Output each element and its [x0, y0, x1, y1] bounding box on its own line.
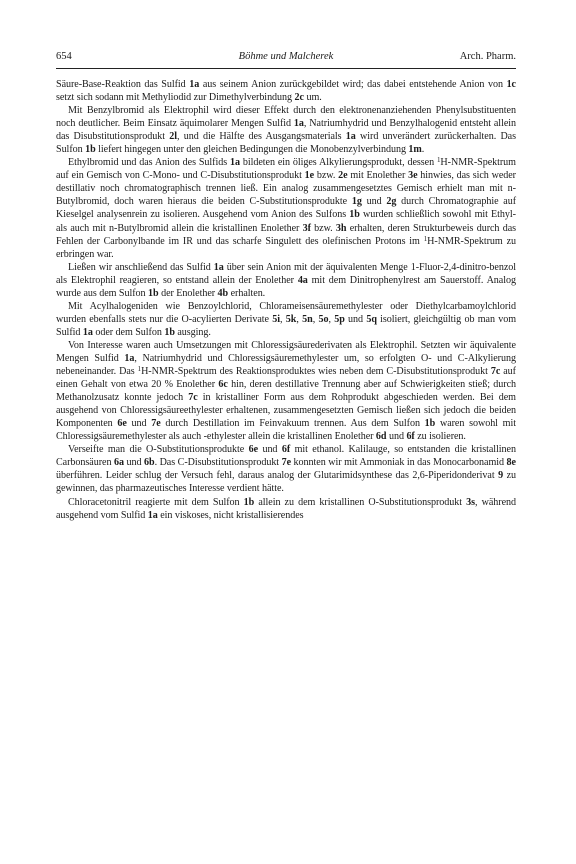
compound-number: 1a	[189, 79, 200, 90]
text-run: wird unverändert zurückerhalten. Das Sulfon	[56, 131, 516, 156]
compound-number: 1c	[506, 79, 516, 90]
superscript: 1	[436, 156, 441, 165]
paragraph	[56, 496, 516, 522]
compound-number: 1a	[229, 157, 240, 169]
compound-number: 2g	[386, 196, 397, 208]
compound-number: 1a	[147, 509, 158, 521]
text-run: oder dem Sulfon	[92, 326, 165, 338]
text-run: zu isolieren.	[414, 431, 466, 443]
text-run: und	[123, 457, 145, 469]
compound-number: 1b	[424, 418, 436, 430]
text-run: und	[344, 313, 367, 325]
text-run: ,	[312, 313, 319, 325]
text-run: Mit Benzylbromid als Elektrophil wird dieser Effekt durch den elektronenanziehenden Phenylsubstituenten noch deutlicher. Beim Einsatz äquimolarer Mengen Sulfid	[56, 105, 516, 130]
compound-number: 1a	[345, 131, 356, 143]
paragraph	[56, 300, 516, 339]
compound-number: 5o	[318, 313, 329, 325]
compound-number: 6a	[113, 457, 124, 469]
paragraph	[56, 443, 516, 495]
text-run: und	[386, 431, 407, 443]
header-rule	[56, 68, 516, 69]
text-run: überführen. Leider schlug der Versuch fehl, daraus analog der Glutarimidsynthese das 2,6-Piperidonderivat	[56, 470, 499, 482]
running-header-journal: Arch. Pharm.	[459, 51, 516, 62]
compound-number: 6c	[218, 379, 228, 391]
superscript: 1	[423, 234, 428, 243]
compound-number: 7c	[188, 392, 198, 404]
text-run: isoliert, gleichgültig ob man vom Sulfid	[56, 313, 517, 338]
text-run: Säure-Base-Reaktion das Sulfid	[56, 79, 190, 90]
text-run: wurden schließlich sowohl mit Ethyl- als auch mit n-Butylbromid allein die kristallinen Enolether	[56, 209, 516, 234]
compound-number: 3e	[408, 170, 418, 182]
text-run: , während ausgehend vom Sulfid	[56, 496, 516, 521]
text-run: und	[361, 196, 387, 208]
compound-number: 7e	[281, 457, 292, 469]
text-run: .	[421, 144, 425, 156]
compound-number: 1g	[351, 196, 362, 208]
text-run: der Enolether	[158, 287, 218, 299]
compound-number: 3h	[335, 222, 347, 234]
compound-number: 1b	[243, 496, 255, 508]
compound-number: 4a	[297, 274, 308, 286]
text-run: Von Interesse waren auch Umsetzungen mit Chloressigsäurederivaten als Elektrophil. Setzten wir äquivalente Mengen Sulfid	[56, 339, 516, 364]
paragraph	[56, 78, 516, 104]
text-run: liefert hingegen unter den gleichen Bedingungen die Monobenzylverbindung	[95, 144, 409, 156]
body-text	[56, 78, 516, 522]
running-header-authors: Böhme und Malcherek	[238, 51, 334, 62]
compound-number: 7c	[490, 366, 501, 378]
compound-number: 1b	[349, 209, 360, 221]
compound-number: 5k	[285, 313, 297, 325]
paragraph	[56, 339, 516, 443]
paragraph	[56, 104, 516, 156]
text-run: ,	[328, 313, 335, 325]
compound-number: 6d	[375, 431, 387, 443]
page-number: 654	[56, 51, 72, 62]
text-run: über sein Anion mit der äquivalenten Menge 1-Fluor-2,4-dinitro-benzol als Elektrophil reagieren, so entstand allein der Enolether	[56, 261, 517, 286]
text-run: durch Chromatographie auf Kieselgel analysenrein zu isolieren. Ausgehend vom Anion des Sulfons	[56, 196, 517, 221]
text-run: hinwies, das sich weder destillativ noch chromatographisch trennen ließ. Ein analog zusammengesetztes Gemisch erhielt man mit n-Butylbromid, doch waren hieraus die beiden C-Substitutionsprodukte	[56, 170, 516, 208]
compound-number: 3f	[302, 222, 311, 234]
text-run: bzw.	[310, 222, 336, 234]
text-run: H-NMR-Spektrum des Reaktionsproduktes wies neben dem C-Disubstitutionsprodukt	[141, 366, 491, 378]
compound-number: 5i	[272, 313, 281, 325]
text-run: H-NMR-Spektrum zu erbringen war.	[56, 235, 516, 260]
text-run: ausging.	[174, 326, 211, 338]
text-run: , Natriumhydrid und Benzylhalogenid entsteht allein das Disubstitutionsprodukt	[56, 118, 517, 143]
compound-number: 1e	[304, 170, 315, 182]
text-run: Chloracetonitril reagierte mit dem Sulfon	[68, 496, 244, 508]
compound-number: 3s	[466, 496, 476, 508]
compound-number: 5p	[334, 313, 345, 325]
compound-number: 6f	[281, 444, 291, 456]
text-run: mit ethanol. Kalilauge, so entstanden die kristallinen Carbonsäuren	[56, 444, 516, 469]
compound-number: 1m	[408, 144, 422, 156]
text-run: hin, deren destillative Trennung aber auf Schwierigkeiten stieß; durch Methanolzusatz konnte jedoch	[56, 379, 516, 404]
text-run: waren sowohl mit Chloressigsäuremethylester als auch -ethylester allein die kristallinen Enolether	[56, 418, 516, 443]
text-run: aus seinem Anion zurückgebildet wird; das dabei entstehende Anion von	[199, 79, 507, 90]
compound-number: 5n	[302, 313, 313, 325]
text-run: bzw.	[314, 170, 339, 182]
compound-number: 1a	[213, 261, 224, 273]
text-run: Ließen wir anschließend das Sulfid	[68, 261, 214, 273]
text-run: durch Destillation im Feinvakuum trennen. Aus dem Sulfon	[160, 418, 425, 430]
compound-number: 2e	[338, 170, 348, 182]
compound-number: 1a	[293, 118, 304, 130]
compound-number: 8e	[506, 457, 516, 469]
text-run: ,	[280, 313, 286, 325]
paragraph	[56, 261, 516, 300]
compound-number: 2c	[294, 92, 304, 104]
compound-number: 1b	[164, 326, 175, 338]
text-run: Ethylbromid und das Anion des Sulfids	[68, 157, 230, 169]
compound-number: 6b	[144, 457, 155, 469]
compound-number: 9	[498, 470, 504, 482]
text-run: bildeten ein öliges Alkylierungsprodukt, dessen	[239, 157, 437, 169]
text-run: . Das C-Disubstitutionsprodukt	[154, 457, 282, 469]
text-run: ein viskoses, nicht kristallisierendes	[157, 509, 304, 521]
text-run: , Natriumhydrid und Chloressigsäuremethylester um, so erfolgten O- und C-Alkylierung nebeneinander. Das	[56, 352, 516, 378]
text-run: ,	[296, 313, 303, 325]
compound-number: 5q	[366, 313, 377, 325]
paragraph	[56, 156, 516, 260]
compound-number: 6f	[406, 431, 415, 443]
text-run: allein zu dem kristallinen O-Substitutionsprodukt	[254, 496, 467, 508]
text-run: in kristalliner Form aus dem Rohprodukt abgeschieden werden. Bei dem ausgehend von Chloressigsäureethylester erhaltenen, zusammengesetzten Gemisch ließen sich jedoch die beiden Komponenten	[56, 392, 516, 430]
text-run: und	[126, 418, 152, 430]
text-run: erhalten, deren Strukturbeweis durch das Fehlen der Carbonylbande im IR und das scharfe Singulett des olefinischen Protons im	[56, 222, 516, 247]
text-run: zu gewinnen, das pharmazeutisches Interesse verdient hätte.	[56, 470, 517, 495]
text-run: H-NMR-Spektrum auf ein Gemisch von C-Mono- und C-Disubstitutionsprodukt	[56, 157, 516, 182]
running-header	[56, 50, 516, 64]
text-run: konnten wir mit Ammoniak in das Monocarbonamid	[291, 457, 507, 469]
text-run: Verseifte man die O-Substitutionsprodukte	[68, 444, 249, 456]
text-run: mit dem Dinitrophenylrest am Sauerstoff. Analog wurde aus dem Sulfon	[56, 274, 516, 299]
text-run: mit Enolether	[347, 170, 409, 182]
compound-number: 4b	[217, 287, 229, 299]
compound-number: 1a	[124, 352, 135, 364]
text-run: Mit Acylhalogeniden wie Benzoylchlorid, Chlorameisensäuremethylester oder Diethylcarbamoylchlorid wurden ebenfalls stets nur die O-acylierten Derivate	[56, 300, 516, 325]
text-run: um.	[303, 92, 322, 104]
text-run: , und die Hälfte des Ausgangsmaterials	[177, 131, 346, 143]
superscript: 1	[137, 365, 142, 374]
compound-number: 2l	[169, 131, 177, 143]
compound-number: 1b	[85, 144, 96, 156]
compound-number: 1a	[82, 326, 93, 338]
text-run: und	[258, 444, 282, 456]
compound-number: 7e	[151, 418, 161, 430]
text-run: setzt sich sodann mit Methyliodid zur Dimethylverbindung	[56, 92, 295, 104]
compound-number: 1b	[148, 287, 159, 299]
text-run: erhalten.	[228, 287, 266, 299]
compound-number: 6e	[117, 418, 127, 430]
text-run: auf einen Gehalt von etwa 20 % Enolether	[56, 366, 516, 391]
compound-number: 6e	[248, 444, 259, 456]
